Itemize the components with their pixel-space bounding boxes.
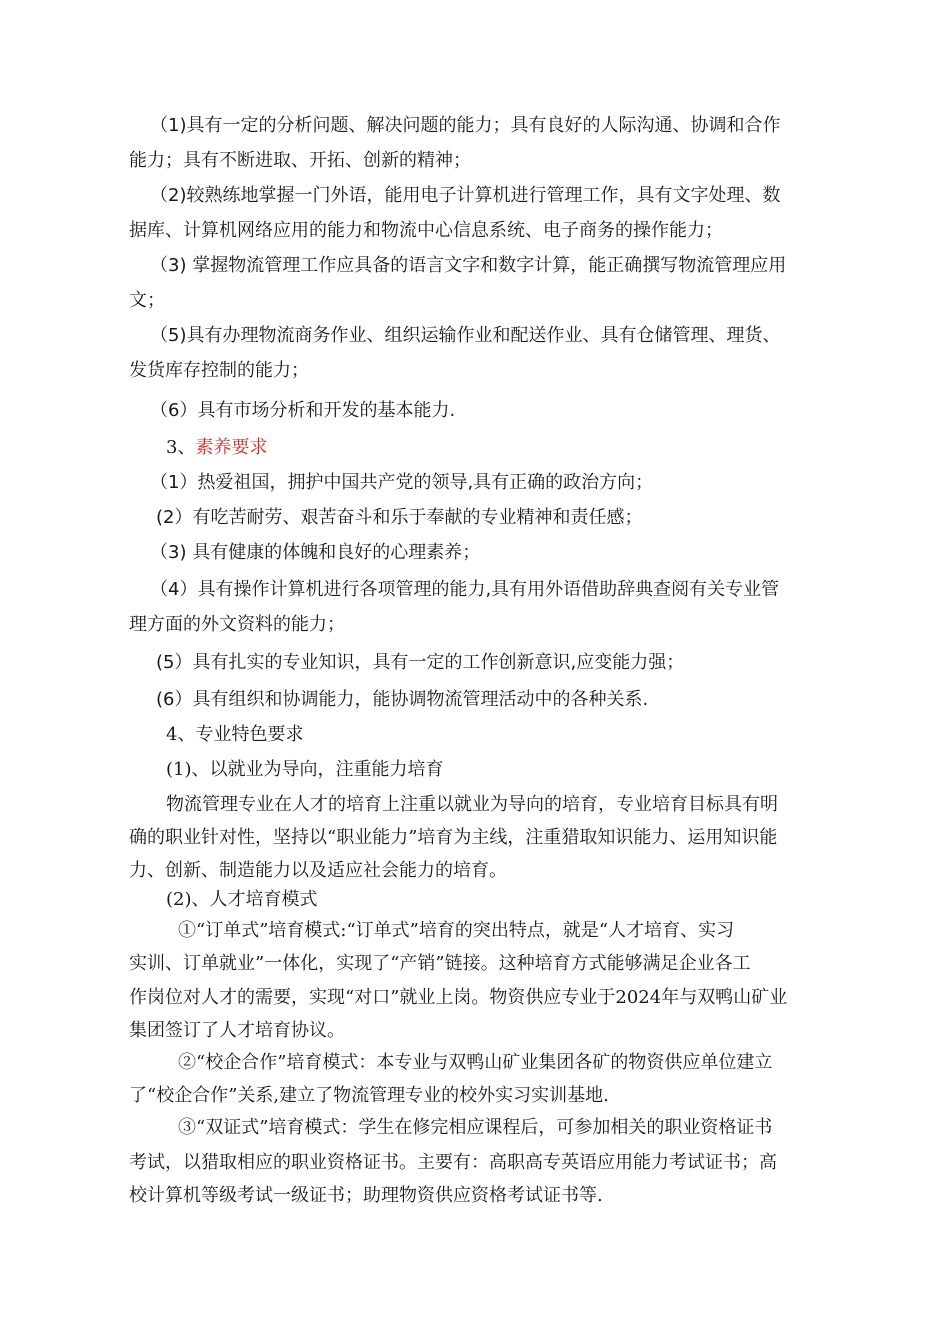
- para-employment-line-1: 物流管理专业在人才的培育上注重以就业为导向的培育，专业培育目标具有明: [166, 794, 778, 815]
- ability-item-3-line-1: （3) 掌握物流管理工作应具备的语言文字和数字计算，能正确撰写物流管理应用: [150, 255, 787, 276]
- para-employment-line-2: 确的职业针对性，坚持以“职业能力”培育为主线，注重猎取知识能力、运用知识能: [129, 827, 778, 848]
- section-heading-quality: [166, 430, 871, 465]
- quality-item-1: （1）热爱祖国，拥护中国共产党的领导,具有正确的政治方向；: [150, 472, 654, 493]
- mode-1-line-2: 实训、订单就业”一体化，实现了“产销”链接。这种培育方式能够满足企业各工: [129, 953, 751, 974]
- quality-item-5: (5）具有扎实的专业知识，具有一定的工作创新意识,应变能力强；: [156, 652, 685, 673]
- quality-item-4-line-2: 理方面的外文资料的能力；: [129, 614, 345, 635]
- ability-item-1-line-1: （1)具有一定的分析问题、解决问题的能力；具有良好的人际沟通、协调和合作: [150, 115, 781, 136]
- quality-item-4-line-1: （4）具有操作计算机进行各项管理的能力,具有用外语借助辞典查阅有关专业管: [150, 579, 780, 600]
- ability-item-5-line-2: 发货库存控制的能力；: [129, 360, 309, 381]
- ability-item-1-line-2: 能力；具有不断进取、开拓、创新的精神；: [129, 150, 471, 171]
- section-heading-feature: 4、专业特色要求: [166, 724, 304, 745]
- mode-3-line-3: 校计算机等级考试一级证书；助理物资供应资格考试证书等.: [129, 1185, 603, 1206]
- subheading-employment: (1)、以就业为导向，注重能力培育: [166, 759, 444, 780]
- section-title: 素养要求: [195, 437, 268, 458]
- ability-item-2-line-1: （2)较熟练地掌握一门外语，能用电子计算机进行管理工作，具有文字处理、数: [150, 185, 781, 206]
- quality-item-3: （3) 具有健康的体魄和良好的心理素养；: [150, 542, 481, 563]
- mode-1-line-3: 作岗位对人才的需要，实现“对口”就业上岗。物资供应专业于2024年与双鸭山矿业: [129, 987, 788, 1008]
- ability-item-3-line-2: 文；: [129, 290, 165, 311]
- quality-item-6: (6）具有组织和协调能力，能协调物流管理活动中的各种关系.: [156, 689, 649, 710]
- mode-1-line-4: 集团签订了人才培育协议。: [129, 1020, 345, 1041]
- mode-3-line-1: ③“双证式”培育模式：学生在修完相应课程后，可参加相关的职业资格证书: [178, 1117, 773, 1138]
- ability-item-5-line-1: （5)具有办理物流商务作业、组织运输作业和配送作业、具有仓储管理、理货、: [150, 325, 781, 346]
- subheading-training-mode: (2)、人才培育模式: [166, 889, 318, 910]
- ability-item-6: （6）具有市场分析和开发的基本能力.: [150, 400, 456, 421]
- mode-3-line-2: 考试，以猎取相应的职业资格证书。主要有：高职高专英语应用能力考试证书；高: [129, 1152, 777, 1173]
- para-employment-line-3: 力、创新、制造能力以及适应社会能力的培育。: [129, 860, 507, 881]
- section-number: 3、: [166, 437, 196, 458]
- mode-1-line-1: ①“订单式”培育模式:“订单式”培育的突出特点，就是“人才培育、实习: [178, 920, 735, 941]
- ability-item-2-line-2: 据库、计算机网络应用的能力和物流中心信息系统、电子商务的操作能力；: [129, 220, 723, 241]
- mode-2-line-2: 了“校企合作”关系,建立了物流管理专业的校外实习实训基地.: [129, 1085, 609, 1106]
- mode-2-line-1: ②“校企合作”培育模式：本专业与双鸭山矿业集团各矿的物资供应单位建立: [178, 1052, 773, 1073]
- quality-item-2: (2）有吃苦耐劳、艰苦奋斗和乐于奉献的专业精神和责任感；: [156, 507, 643, 528]
